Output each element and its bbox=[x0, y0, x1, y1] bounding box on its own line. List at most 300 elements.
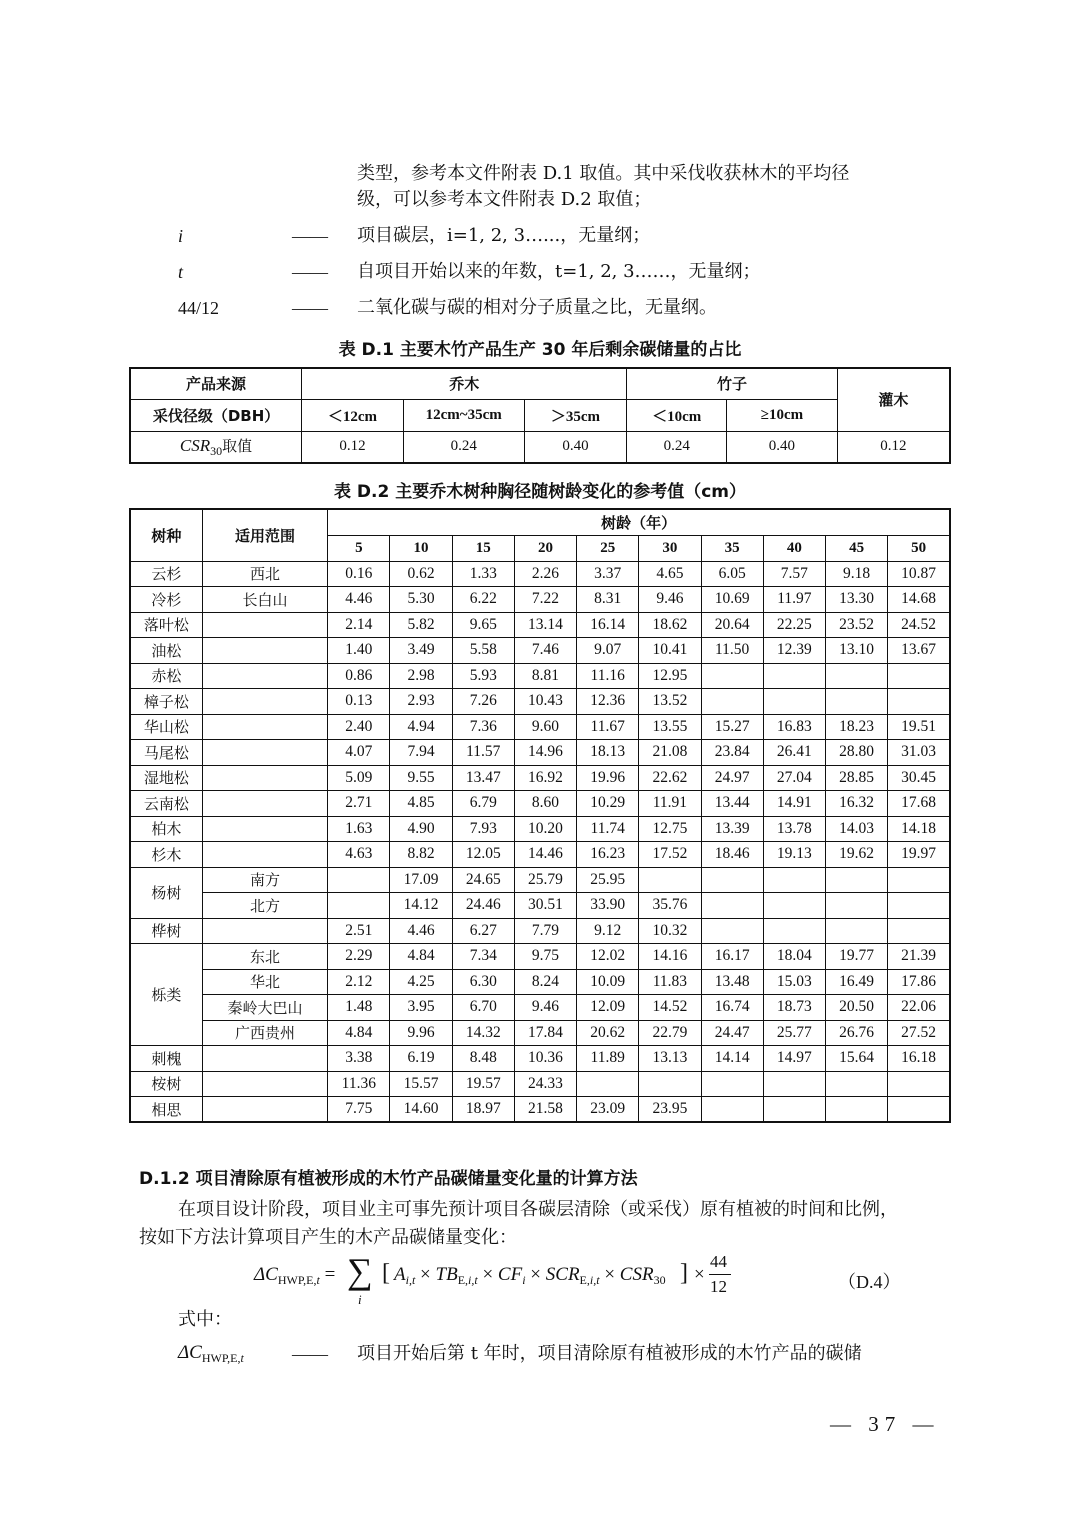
t2-cell bbox=[701, 689, 763, 715]
t2-cell: 4.94 bbox=[390, 714, 452, 740]
t2-cell: 4.63 bbox=[328, 842, 390, 868]
t2-cell: 11.91 bbox=[639, 791, 701, 817]
t2-cell: 16.92 bbox=[514, 765, 576, 791]
t2-cell bbox=[888, 1097, 950, 1123]
t2-cell: 4.46 bbox=[328, 587, 390, 613]
t2-cell: 13.55 bbox=[639, 714, 701, 740]
t2-cell: 6.05 bbox=[701, 561, 763, 587]
t2-species: 湿地松 bbox=[130, 765, 202, 791]
t2-cell: 2.29 bbox=[328, 944, 390, 970]
t2-species: 云杉 bbox=[130, 561, 202, 587]
t2-cell bbox=[888, 1071, 950, 1097]
t2-cell: 4.84 bbox=[390, 944, 452, 970]
t2-species: 桉树 bbox=[130, 1071, 202, 1097]
t2-age-header: 30 bbox=[639, 535, 701, 561]
t2-cell: 8.31 bbox=[577, 587, 639, 613]
t1-v: 0.40 bbox=[524, 431, 627, 463]
t2-cell: 19.97 bbox=[888, 842, 950, 868]
t2-cell: 12.02 bbox=[577, 944, 639, 970]
t2-cell: 11.74 bbox=[577, 816, 639, 842]
t2-cell: 22.25 bbox=[763, 612, 825, 638]
t2-cell: 14.91 bbox=[763, 791, 825, 817]
def-text-ratio: 二氧化碳与碳的相对分子质量之比，无量纲。 bbox=[357, 297, 717, 318]
table-row bbox=[130, 663, 950, 689]
t1-v: 0.12 bbox=[837, 431, 950, 463]
t2-cell: 10.87 bbox=[888, 561, 950, 587]
t1-c2: 12cm~35cm bbox=[403, 399, 524, 431]
t2-cell: 35.76 bbox=[639, 893, 701, 919]
t2-range bbox=[202, 1071, 327, 1097]
t2-cell: 16.17 bbox=[701, 944, 763, 970]
t2-cell: 18.62 bbox=[639, 612, 701, 638]
table-row bbox=[130, 791, 950, 817]
t2-cell: 26.76 bbox=[825, 1020, 887, 1046]
table-row bbox=[130, 842, 950, 868]
t2-cell: 33.90 bbox=[577, 893, 639, 919]
t2-cell bbox=[825, 918, 887, 944]
t2-cell: 7.46 bbox=[514, 638, 576, 664]
t2-cell: 22.62 bbox=[639, 765, 701, 791]
t2-cell: 2.71 bbox=[328, 791, 390, 817]
t2-cell: 15.57 bbox=[390, 1071, 452, 1097]
t2-range bbox=[202, 791, 327, 817]
def-symbol-t: t bbox=[178, 262, 184, 282]
t2-species: 柏木 bbox=[130, 816, 202, 842]
t2-cell: 14.96 bbox=[514, 740, 576, 766]
t2-cell: 4.85 bbox=[390, 791, 452, 817]
t2-cell: 8.48 bbox=[452, 1046, 514, 1072]
t2-cell: 2.93 bbox=[390, 689, 452, 715]
t2-cell: 2.98 bbox=[390, 663, 452, 689]
t1-csr-label bbox=[130, 431, 302, 463]
def-symbol-delta-c: $\Delta C_{HWP,E,t}$ bbox=[178, 1342, 244, 1365]
t2-range bbox=[202, 689, 327, 715]
t2-cell: 25.77 bbox=[763, 1020, 825, 1046]
t2-age-header: 20 bbox=[514, 535, 576, 561]
table-row bbox=[130, 740, 950, 766]
t2-species: 栎类 bbox=[130, 944, 202, 1046]
t2-cell: 0.13 bbox=[328, 689, 390, 715]
t2-cell: 13.39 bbox=[701, 816, 763, 842]
t2-range: 东北 bbox=[202, 944, 327, 970]
t2-cell: 9.18 bbox=[825, 561, 887, 587]
t2-cell: 14.14 bbox=[701, 1046, 763, 1072]
t2-cell: 15.27 bbox=[701, 714, 763, 740]
t2-range: 长白山 bbox=[202, 587, 327, 613]
t2-cell: 25.95 bbox=[577, 867, 639, 893]
table-row bbox=[130, 995, 950, 1021]
t2-cell bbox=[825, 689, 887, 715]
t2-species: 樟子松 bbox=[130, 689, 202, 715]
t2-cell bbox=[701, 918, 763, 944]
t2-cell: 1.33 bbox=[452, 561, 514, 587]
t2-cell: 9.75 bbox=[514, 944, 576, 970]
t2-cell: 11.50 bbox=[701, 638, 763, 664]
t1-h-bamboo: 竹子 bbox=[627, 368, 837, 399]
t2-cell: 0.62 bbox=[390, 561, 452, 587]
t2-cell: 11.67 bbox=[577, 714, 639, 740]
def-dash-t: —— bbox=[292, 262, 328, 282]
t2-cell: 1.48 bbox=[328, 995, 390, 1021]
t2-cell: 10.69 bbox=[701, 587, 763, 613]
t2-cell: 21.58 bbox=[514, 1097, 576, 1123]
t2-cell: 13.30 bbox=[825, 587, 887, 613]
t2-cell: 18.13 bbox=[577, 740, 639, 766]
t1-h-shrub: 灌木 bbox=[837, 368, 950, 431]
t2-cell: 18.46 bbox=[701, 842, 763, 868]
t2-cell: 6.22 bbox=[452, 587, 514, 613]
t2-cell: 9.07 bbox=[577, 638, 639, 664]
t1-v: 0.40 bbox=[727, 431, 838, 463]
t2-cell: 7.75 bbox=[328, 1097, 390, 1123]
t2-cell: 9.96 bbox=[390, 1020, 452, 1046]
t2-range bbox=[202, 714, 327, 740]
t2-range: 南方 bbox=[202, 867, 327, 893]
t2-cell bbox=[701, 1071, 763, 1097]
t2-cell: 9.46 bbox=[514, 995, 576, 1021]
t2-cell: 14.60 bbox=[390, 1097, 452, 1123]
t2-range bbox=[202, 663, 327, 689]
t2-cell: 11.97 bbox=[763, 587, 825, 613]
t2-cell: 9.12 bbox=[577, 918, 639, 944]
t2-cell: 3.37 bbox=[577, 561, 639, 587]
t2-cell: 10.29 bbox=[577, 791, 639, 817]
t2-cell: 13.48 bbox=[701, 969, 763, 995]
t2-cell: 16.83 bbox=[763, 714, 825, 740]
t2-cell: 3.49 bbox=[390, 638, 452, 664]
t2-cell: 6.79 bbox=[452, 791, 514, 817]
t2-species: 冷杉 bbox=[130, 587, 202, 613]
t2-cell: 19.77 bbox=[825, 944, 887, 970]
t2-cell: 16.14 bbox=[577, 612, 639, 638]
t2-cell: 24.33 bbox=[514, 1071, 576, 1097]
t2-species: 杨树 bbox=[130, 867, 202, 918]
t2-cell: 22.79 bbox=[639, 1020, 701, 1046]
t2-cell: 12.75 bbox=[639, 816, 701, 842]
t2-cell: 19.57 bbox=[452, 1071, 514, 1097]
t2-cell: 6.27 bbox=[452, 918, 514, 944]
t2-cell bbox=[888, 867, 950, 893]
t2-cell: 6.19 bbox=[390, 1046, 452, 1072]
where-label: 式中： bbox=[178, 1309, 232, 1330]
t2-cell bbox=[763, 663, 825, 689]
t2-cell bbox=[639, 1071, 701, 1097]
t2-species: 油松 bbox=[130, 638, 202, 664]
t1-c5: ≥10cm bbox=[727, 399, 838, 431]
table-row bbox=[130, 714, 950, 740]
t2-cell: 14.03 bbox=[825, 816, 887, 842]
t1-h-source: 产品来源 bbox=[130, 368, 302, 399]
t2-cell: 5.93 bbox=[452, 663, 514, 689]
t2-cell: 27.04 bbox=[763, 765, 825, 791]
table-d2 bbox=[129, 508, 951, 1123]
t2-cell bbox=[888, 893, 950, 919]
t1-v: 0.12 bbox=[302, 431, 404, 463]
t2-cell bbox=[763, 689, 825, 715]
t2-cell: 9.65 bbox=[452, 612, 514, 638]
t2-age-header: 25 bbox=[577, 535, 639, 561]
t2-cell: 15.64 bbox=[825, 1046, 887, 1072]
t2-species: 相思 bbox=[130, 1097, 202, 1123]
t2-cell bbox=[888, 689, 950, 715]
table-row bbox=[130, 893, 950, 919]
table1-caption: 表 D.1 主要木竹产品生产 30 年后剩余碳储量的占比 bbox=[338, 340, 742, 360]
t2-cell: 16.32 bbox=[825, 791, 887, 817]
t1-v: 0.24 bbox=[403, 431, 524, 463]
t2-cell: 30.45 bbox=[888, 765, 950, 791]
t2-species: 马尾松 bbox=[130, 740, 202, 766]
table-row bbox=[130, 1097, 950, 1123]
t2-cell bbox=[763, 867, 825, 893]
t2-cell: 0.16 bbox=[328, 561, 390, 587]
table2-caption: 表 D.2 主要乔木树种胸径随树龄变化的参考值（cm） bbox=[333, 482, 747, 502]
t2-cell: 4.46 bbox=[390, 918, 452, 944]
table-d1 bbox=[129, 367, 951, 464]
t2-cell: 8.24 bbox=[514, 969, 576, 995]
t2-range: 广西贵州 bbox=[202, 1020, 327, 1046]
t2-h-range: 适用范围 bbox=[202, 509, 327, 561]
t2-cell bbox=[825, 663, 887, 689]
csr-symbol: CSR bbox=[179, 435, 211, 455]
t2-cell: 17.84 bbox=[514, 1020, 576, 1046]
t2-age-header: 15 bbox=[452, 535, 514, 561]
t2-cell: 23.84 bbox=[701, 740, 763, 766]
t2-cell: 14.46 bbox=[514, 842, 576, 868]
t2-cell: 10.32 bbox=[639, 918, 701, 944]
t2-range bbox=[202, 1046, 327, 1072]
t2-cell: 18.23 bbox=[825, 714, 887, 740]
t2-cell: 16.74 bbox=[701, 995, 763, 1021]
t1-c3: ＞35cm bbox=[524, 399, 627, 431]
section-heading: D.1.2 项目清除原有植被形成的木竹产品碳储量变化量的计算方法 bbox=[139, 1169, 638, 1189]
t2-cell: 11.16 bbox=[577, 663, 639, 689]
t2-species: 落叶松 bbox=[130, 612, 202, 638]
t2-cell: 2.12 bbox=[328, 969, 390, 995]
t2-cell: 13.44 bbox=[701, 791, 763, 817]
t2-cell: 11.36 bbox=[328, 1071, 390, 1097]
t2-cell: 5.30 bbox=[390, 587, 452, 613]
t2-cell: 10.20 bbox=[514, 816, 576, 842]
t2-cell: 12.05 bbox=[452, 842, 514, 868]
t2-cell: 9.55 bbox=[390, 765, 452, 791]
t2-cell: 16.18 bbox=[888, 1046, 950, 1072]
t2-cell: 14.68 bbox=[888, 587, 950, 613]
t1-c4: ＜10cm bbox=[627, 399, 727, 431]
t2-cell: 13.78 bbox=[763, 816, 825, 842]
t2-cell: 13.52 bbox=[639, 689, 701, 715]
t2-cell bbox=[763, 1097, 825, 1123]
def-dash-delta-c: —— bbox=[292, 1344, 328, 1364]
t2-cell: 2.51 bbox=[328, 918, 390, 944]
table-row bbox=[130, 867, 950, 893]
t2-cell: 20.50 bbox=[825, 995, 887, 1021]
t2-cell bbox=[577, 1071, 639, 1097]
t2-cell bbox=[701, 663, 763, 689]
def-dash-ratio: —— bbox=[292, 298, 328, 318]
t2-cell: 18.73 bbox=[763, 995, 825, 1021]
t1-c1: ＜12cm bbox=[302, 399, 404, 431]
t2-range bbox=[202, 740, 327, 766]
t2-cell: 6.70 bbox=[452, 995, 514, 1021]
t2-cell: 16.49 bbox=[825, 969, 887, 995]
t2-cell bbox=[763, 918, 825, 944]
t2-cell: 20.62 bbox=[577, 1020, 639, 1046]
t2-cell: 19.51 bbox=[888, 714, 950, 740]
t2-cell: 7.93 bbox=[452, 816, 514, 842]
t2-cell bbox=[888, 663, 950, 689]
t2-cell: 14.12 bbox=[390, 893, 452, 919]
csr-subscript: 30 bbox=[210, 443, 223, 458]
t1-h-tree: 乔木 bbox=[302, 368, 627, 399]
t2-cell bbox=[701, 1097, 763, 1123]
t2-cell bbox=[763, 893, 825, 919]
t2-cell: 11.89 bbox=[577, 1046, 639, 1072]
t2-cell: 10.36 bbox=[514, 1046, 576, 1072]
def-dash-i: —— bbox=[292, 226, 328, 246]
t2-cell: 18.97 bbox=[452, 1097, 514, 1123]
t2-cell: 4.84 bbox=[328, 1020, 390, 1046]
t2-age-header: 50 bbox=[888, 535, 950, 561]
t2-cell: 30.51 bbox=[514, 893, 576, 919]
table-row bbox=[130, 765, 950, 791]
table-row bbox=[130, 969, 950, 995]
equation-label: （D.4） bbox=[838, 1272, 901, 1292]
t2-h-age: 树龄（年） bbox=[328, 509, 950, 535]
t2-cell bbox=[825, 867, 887, 893]
table-row bbox=[130, 612, 950, 638]
table-row bbox=[130, 816, 950, 842]
t2-species: 刺槐 bbox=[130, 1046, 202, 1072]
section-para-2: 按如下方法计算项目产生的木产品碳储量变化： bbox=[139, 1227, 517, 1248]
t2-species: 赤松 bbox=[130, 663, 202, 689]
def-text-delta-c: 项目开始后第 t 年时，项目清除原有植被形成的木竹产品的碳储 bbox=[357, 1343, 862, 1364]
t2-age-header: 40 bbox=[763, 535, 825, 561]
t2-cell bbox=[825, 1071, 887, 1097]
t2-cell bbox=[328, 867, 390, 893]
t2-cell: 8.60 bbox=[514, 791, 576, 817]
intro-line-1: 类型，参考本文件附表 D.1 取值。其中采伐收获林木的平均径 bbox=[357, 163, 850, 184]
t2-cell: 24.65 bbox=[452, 867, 514, 893]
t2-cell: 24.97 bbox=[701, 765, 763, 791]
t2-species: 桦树 bbox=[130, 918, 202, 944]
t2-cell bbox=[701, 893, 763, 919]
t2-h-species: 树种 bbox=[130, 509, 202, 561]
t2-range: 北方 bbox=[202, 893, 327, 919]
t2-cell: 18.04 bbox=[763, 944, 825, 970]
t2-cell: 3.38 bbox=[328, 1046, 390, 1072]
t2-cell: 13.10 bbox=[825, 638, 887, 664]
t2-cell: 12.09 bbox=[577, 995, 639, 1021]
t2-cell: 12.36 bbox=[577, 689, 639, 715]
t2-cell: 6.30 bbox=[452, 969, 514, 995]
t2-cell: 19.13 bbox=[763, 842, 825, 868]
t2-range: 西北 bbox=[202, 561, 327, 587]
t2-age-header: 35 bbox=[701, 535, 763, 561]
t2-cell: 10.43 bbox=[514, 689, 576, 715]
t2-cell: 17.09 bbox=[390, 867, 452, 893]
t2-cell: 9.46 bbox=[639, 587, 701, 613]
table-row bbox=[130, 918, 950, 944]
t2-range bbox=[202, 1097, 327, 1123]
t2-species: 华山松 bbox=[130, 714, 202, 740]
section-para-1: 在项目设计阶段，项目业主可事先预计项目各碳层清除（或采伐）原有植被的时间和比例， bbox=[178, 1199, 898, 1220]
t2-cell: 14.52 bbox=[639, 995, 701, 1021]
csr-tail: 取值 bbox=[222, 436, 253, 455]
t2-cell: 1.40 bbox=[328, 638, 390, 664]
def-text-i: 项目碳层，i=1, 2, 3…...，无量纲； bbox=[357, 225, 651, 246]
t2-cell bbox=[763, 1071, 825, 1097]
t2-cell: 4.65 bbox=[639, 561, 701, 587]
t2-cell: 14.16 bbox=[639, 944, 701, 970]
table-row bbox=[130, 638, 950, 664]
t2-range bbox=[202, 816, 327, 842]
t2-cell: 7.57 bbox=[763, 561, 825, 587]
t2-cell: 24.52 bbox=[888, 612, 950, 638]
def-symbol-ratio: 44/12 bbox=[178, 298, 220, 318]
equation-d4: $\Delta C_{HWP,E,t}$ = ∑ i [ $A_{i,t} \times TB_{E,i,t} \times CF_i \times SCR_{E,i,t} \times CSR_{30}$ ] × 44 12 bbox=[254, 1250, 754, 1310]
t2-cell: 3.95 bbox=[390, 995, 452, 1021]
t2-cell: 17.68 bbox=[888, 791, 950, 817]
table-row bbox=[130, 587, 950, 613]
t2-cell: 9.60 bbox=[514, 714, 576, 740]
t2-cell: 7.34 bbox=[452, 944, 514, 970]
t2-cell: 4.07 bbox=[328, 740, 390, 766]
t2-cell: 5.82 bbox=[390, 612, 452, 638]
t2-cell: 11.57 bbox=[452, 740, 514, 766]
t2-cell: 15.03 bbox=[763, 969, 825, 995]
t2-range bbox=[202, 842, 327, 868]
t2-cell bbox=[825, 1097, 887, 1123]
t2-cell: 5.09 bbox=[328, 765, 390, 791]
t2-cell: 27.52 bbox=[888, 1020, 950, 1046]
table-row bbox=[130, 1071, 950, 1097]
t2-cell: 12.39 bbox=[763, 638, 825, 664]
t2-cell: 0.86 bbox=[328, 663, 390, 689]
t2-range bbox=[202, 918, 327, 944]
t2-cell: 14.18 bbox=[888, 816, 950, 842]
t2-cell: 28.80 bbox=[825, 740, 887, 766]
t2-cell: 31.03 bbox=[888, 740, 950, 766]
page-number: — 37 — bbox=[830, 1412, 940, 1436]
t2-cell bbox=[639, 867, 701, 893]
t2-cell bbox=[328, 893, 390, 919]
t2-cell: 23.52 bbox=[825, 612, 887, 638]
t2-range bbox=[202, 638, 327, 664]
t2-cell: 28.85 bbox=[825, 765, 887, 791]
t2-cell: 2.26 bbox=[514, 561, 576, 587]
t2-cell: 14.97 bbox=[763, 1046, 825, 1072]
t2-cell: 10.09 bbox=[577, 969, 639, 995]
t2-cell: 5.58 bbox=[452, 638, 514, 664]
t2-age-header: 10 bbox=[390, 535, 452, 561]
t2-range: 华北 bbox=[202, 969, 327, 995]
t2-species: 云南松 bbox=[130, 791, 202, 817]
t2-cell: 8.81 bbox=[514, 663, 576, 689]
table-row bbox=[130, 561, 950, 587]
t2-cell: 23.95 bbox=[639, 1097, 701, 1123]
t2-cell: 17.86 bbox=[888, 969, 950, 995]
t2-cell: 2.40 bbox=[328, 714, 390, 740]
t2-cell: 7.22 bbox=[514, 587, 576, 613]
t2-cell: 4.90 bbox=[390, 816, 452, 842]
t2-cell: 21.39 bbox=[888, 944, 950, 970]
t2-cell: 2.14 bbox=[328, 612, 390, 638]
t2-cell: 8.82 bbox=[390, 842, 452, 868]
t2-cell: 4.25 bbox=[390, 969, 452, 995]
t2-cell: 13.13 bbox=[639, 1046, 701, 1072]
t2-range bbox=[202, 612, 327, 638]
t2-cell: 17.52 bbox=[639, 842, 701, 868]
